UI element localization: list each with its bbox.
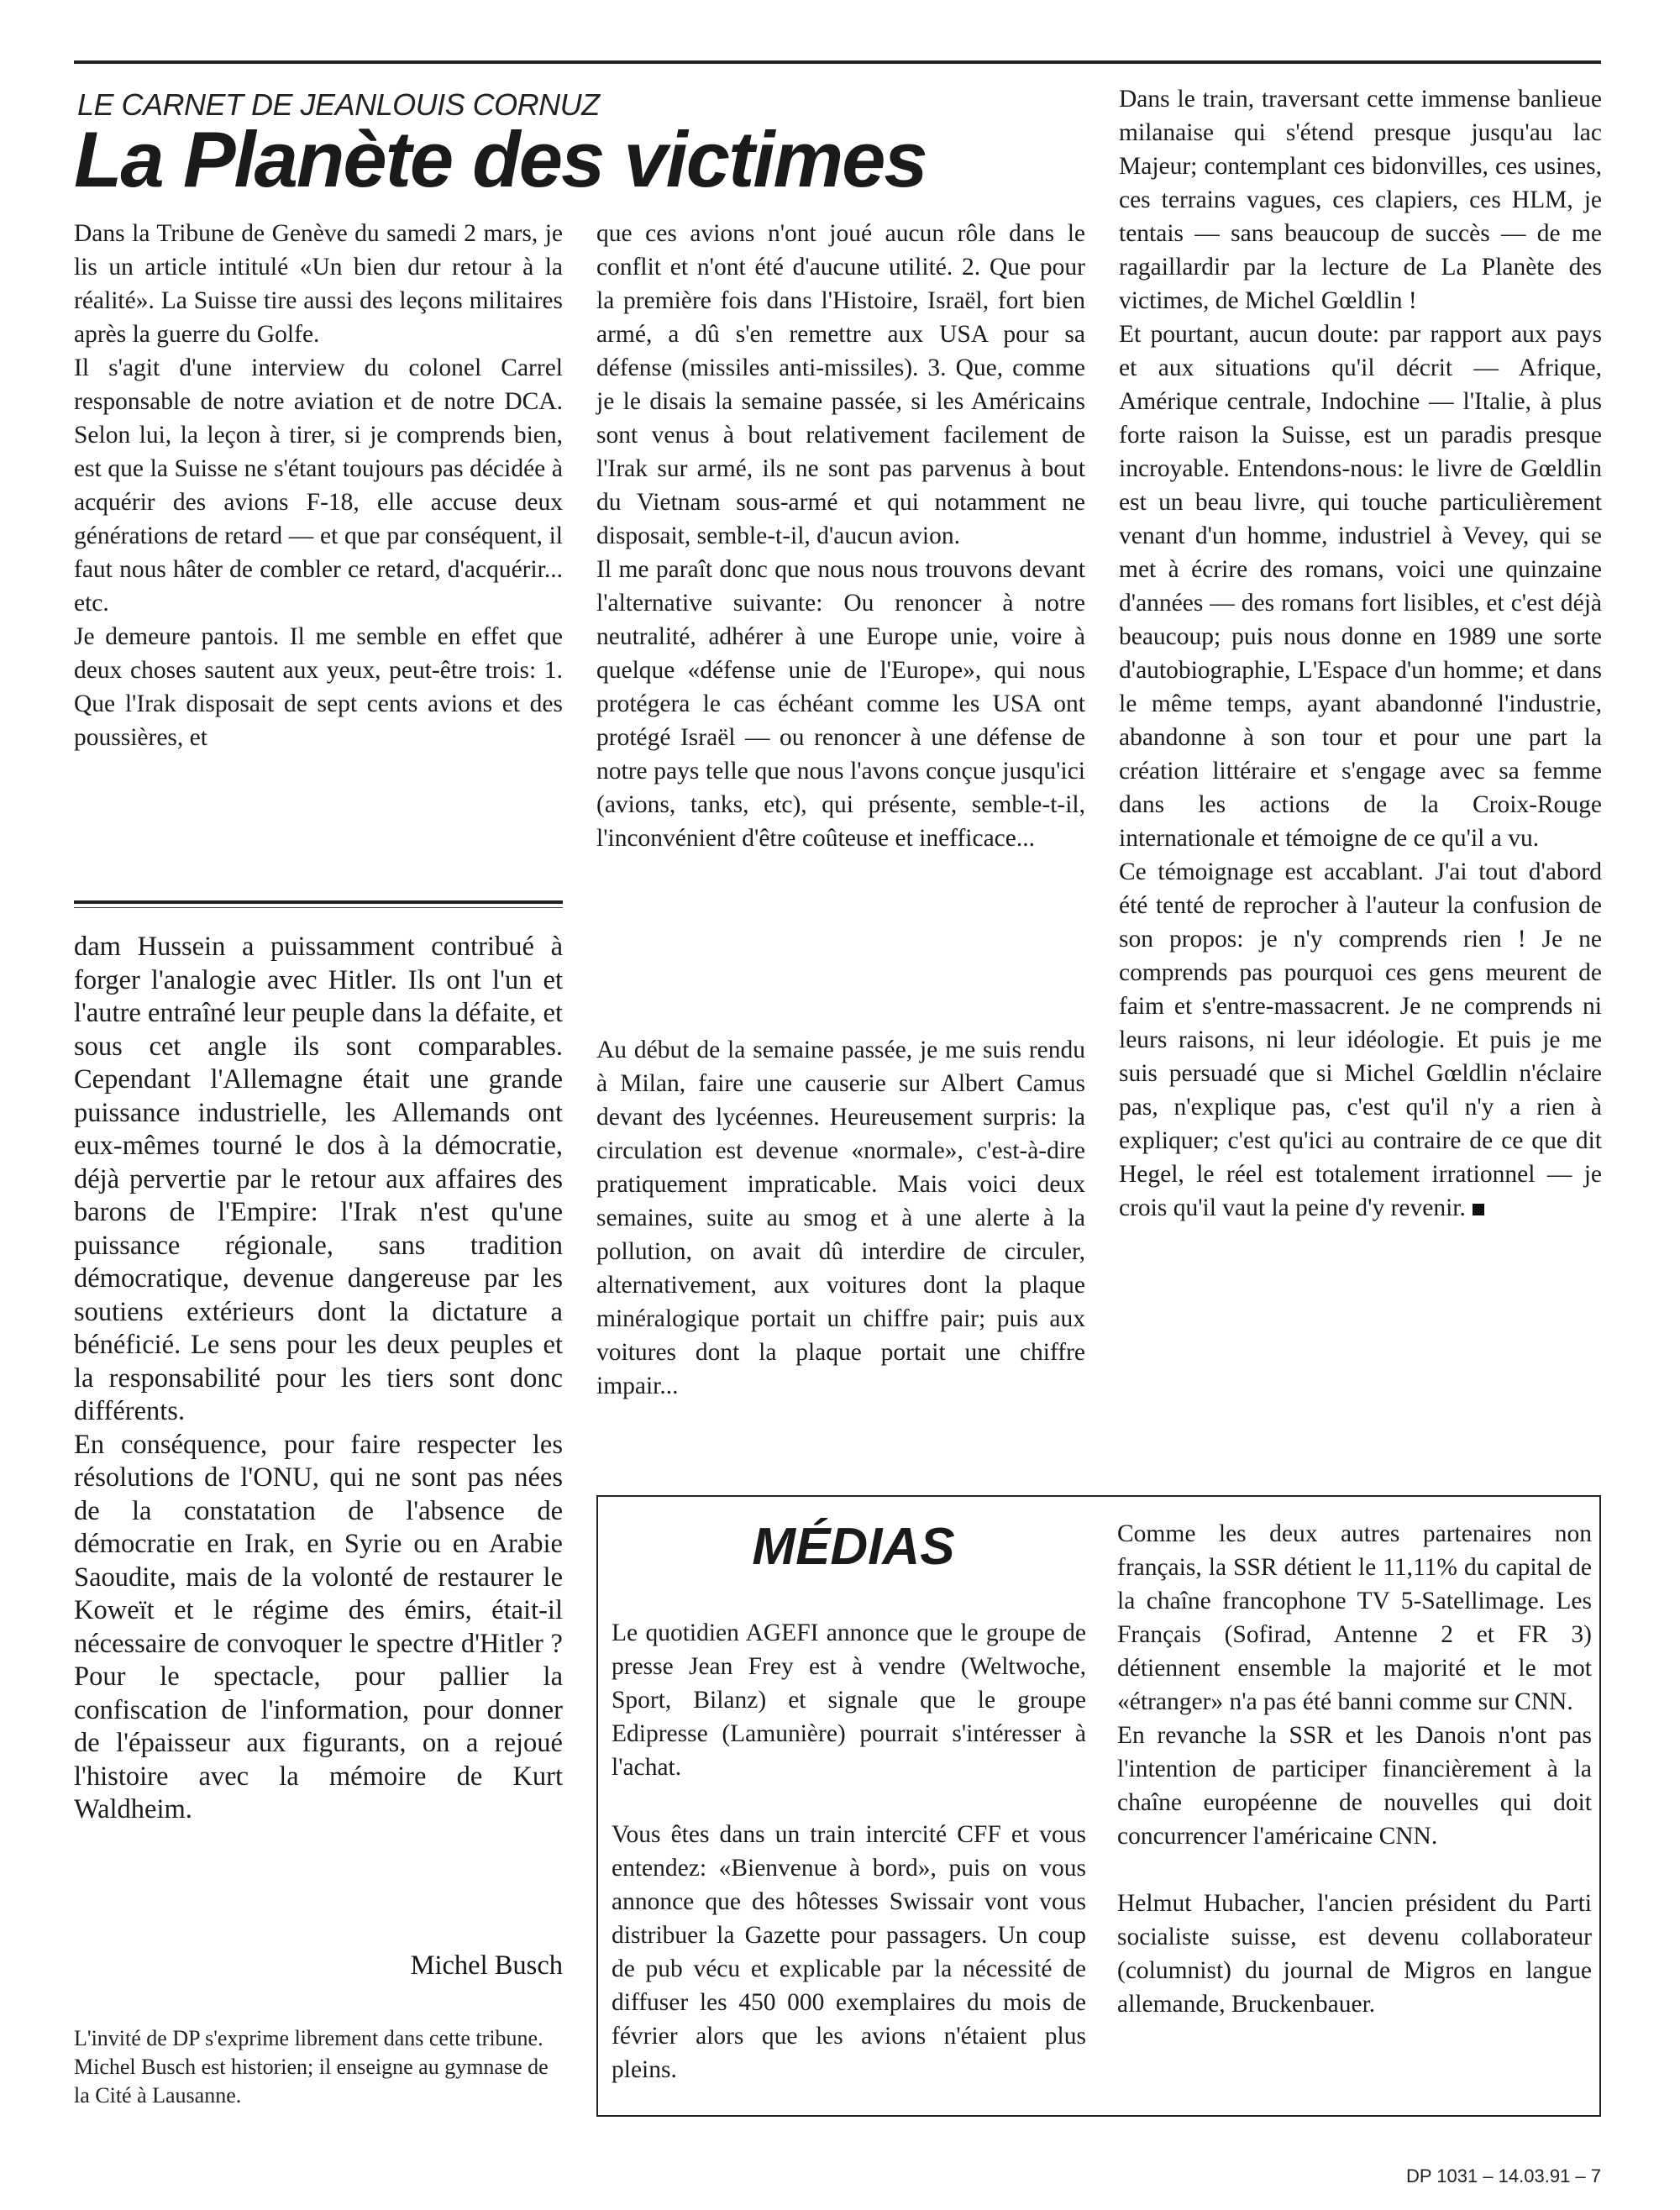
cornuz-column-3 bbox=[1119, 82, 1602, 1225]
section-divider-thin bbox=[74, 907, 563, 908]
page-footer: DP 1031 – 14.03.91 – 7 bbox=[1405, 2165, 1601, 2186]
paragraph: Il s'agit d'une interview du colonel Carrel responsable de notre aviation et de notre DCA. Selon lui, la leçon à tirer, si je comprends bien, est que la Suisse ne s'étant toujours pas décidée à acquérir des avions F-18, elle accuse deux générations de retard — et que par conséquent, il faut nous hâter de combler ce retard, d'acquérir... etc. bbox=[74, 354, 563, 617]
paragraph: Le quotidien AGEFI annonce que le groupe de presse Jean Frey est à vendre (Weltwoche, Sport, Bilanz) et signale que le groupe Edipresse (Lamunière) pourrait s'intéresser à l'achat. bbox=[612, 1619, 1086, 1781]
cornuz-column-2-continued bbox=[596, 1033, 1085, 1403]
medias-column-1 bbox=[612, 1616, 1086, 2087]
column-kicker: LE CARNET DE JEANLOUIS CORNUZ bbox=[77, 87, 600, 122]
paragraph: Vous êtes dans un train intercité CFF et vous entendez: «Bienvenue à bord», puis on vous annonce que des hôtesses Swissair vont vous distribuer la Gazette pour passagers. Un coup de pub vécu et explicable par la nécessité de diffuser les 450 000 exemplaires du mois de février alors que les avions n'étaient plus pleins. bbox=[612, 1821, 1086, 2083]
cornuz-column-2 bbox=[596, 217, 1085, 855]
end-mark-icon bbox=[1473, 1204, 1484, 1215]
paragraph: que ces avions n'ont joué aucun rôle dans le conflit et n'ont été d'aucune utilité. 2. Que pour la première fois dans l'Histoire, Israël, fort bien armé, a dû s'en remettre aux USA pour sa défense (missiles anti-missiles). 3. Que, comme je le disais la semaine passée, si les Américains sont venus à bout relativement facilement de l'Irak sur armé, ils ne sont pas parvenus à bout du Vietnam sous-armé et qui notamment ne disposait, semble-t-il, d'aucun avion. bbox=[596, 220, 1085, 549]
paragraph: Et pourtant, aucun doute: par rapport aux pays et aux situations qu'il décrit — Afrique, Amérique centrale, Indochine — l'Italie, à plus forte raison la Suisse, est un paradis presque incroyable. Entendons-nous: le livre de Gœldlin est un beau livre, qui touche particulièrement venant d'un homme, industriel à Vevey, qui se met à écrire des romans, voici une quinzaine d'années — des romans fort lisibles, et c'est déjà beaucoup; puis nous donne en 1989 une sorte d'autobiographie, L'Espace d'un homme; et dans le même temps, ayant abandonné l'industrie, abandonne à son tour et pour une part la création littéraire et s'engage avec sa femme dans les actions de la Croix-Rouge internationale et témoigne de ce qu'il a vu. bbox=[1119, 321, 1602, 852]
paragraph: Helmut Hubacher, l'ancien président du Parti socialiste suisse, est devenu collaborateur (columnist) du journal de Migros en langue allemande, Bruckenbauer. bbox=[1117, 1890, 1592, 2018]
article-headline: La Planète des victimes bbox=[74, 115, 927, 203]
paragraph-text: Ce témoignage est accablant. J'ai tout d'abord été tenté de reprocher à l'auteur la confusion de son propos: je n'y comprends rien ! Je ne comprends pas pourquoi ces gens meurent de faim et s'entre-massacrent. Je ne comprends ni leurs raisons, ni leur idéologie. Et puis je me suis persuadé que si Michel Gœldlin n'éclaire pas, n'explique pas, c'est qu'il n'y a rien à expliquer; c'est qu'ici au contraire de ce que dit Hegel, le réel est totalement irrationnel — je crois qu'il vaut la peine d'y revenir. bbox=[1119, 858, 1602, 1221]
medias-title: MÉDIAS bbox=[752, 1518, 955, 1576]
paragraph: Dans le train, traversant cette immense banlieue milanaise qui s'étend presque jusqu'au lac Majeur; contemplant ces bidonvilles, ces usines, ces terrains vagues, ces clapiers, ces HLM, je tentais — sans beaucoup de succès — de me ragaillardir par la lecture de La Planète des victimes, de Michel Gœldlin ! bbox=[1119, 86, 1602, 314]
top-rule bbox=[74, 60, 1601, 64]
paragraph: Il me paraît donc que nous nous trouvons devant l'alternative suivante: Ou renoncer à notre neutralité, adhérer à une Europe unie, voire à quelque «défense unie de l'Europe», qui nous protégera le cas échéant comme les USA ont protégé Israël — ou renoncer à une défense de notre pays telle que nous l'avons conçue jusqu'ici (avions, tanks, etc), qui présente, semble-t-il, l'inconvénient d'être coûteuse et inefficace... bbox=[596, 556, 1085, 852]
paragraph bbox=[1119, 855, 1602, 1225]
paragraph: En revanche la SSR et les Danois n'ont pas l'intention de participer financièrement à la chaîne européenne de nouvelles qui doit concurrencer l'américaine CNN. bbox=[1117, 1722, 1592, 1850]
busch-tribune bbox=[74, 931, 563, 1827]
paragraph: Au début de la semaine passée, je me suis rendu à Milan, faire une causerie sur Albert Camus devant des lycéennes. Heureusement surpris: la circulation est devenue «normale», c'est-à-dire pratiquement impraticable. Mais voici deux semaines, suite au smog et à une alerte à la pollution, on avait dû interdire de circuler, alternativement, aux voitures dont la plaque minéralogique portait un chiffre pair; puis aux voitures dont la plaque portait une chiffre impair... bbox=[596, 1037, 1085, 1399]
paragraph: Dans la Tribune de Genève du samedi 2 mars, je lis un article intitulé «Un bien dur retour à la réalité». La Suisse tire aussi des leçons militaires après la guerre du Golfe. bbox=[74, 220, 563, 348]
paragraph: En conséquence, pour faire respecter les résolutions de l'ONU, qui ne sont pas nées de la constatation de l'absence de démocratie en Irak, en Syrie ou en Arabie Saoudite, mais de la volonté de restaurer le Koweït et le régime des émirs, était-il nécessaire de convoquer le spectre d'Hitler ? Pour le spectacle, pour pallier la confiscation de l'information, pour donner de l'épaisseur aux figurants, on a rejoué l'histoire avec la mémoire de Kurt Waldheim. bbox=[74, 1429, 563, 1824]
author-signature: Michel Busch bbox=[410, 1950, 563, 1981]
author-note: L'invité de DP s'exprime librement dans cette tribune. Michel Busch est historien; il enseigne au gymnase de la Cité à Lausanne. bbox=[74, 2026, 549, 2108]
paragraph: dam Hussein a puissamment contribué à forger l'analogie avec Hitler. Ils ont l'un et l'autre entraîné leur peuple dans la défaite, et sous cet angle ils sont comparables. Cependant l'Allemagne était une grande puissance industrielle, les Allemands ont eux-mêmes tourné le dos à la démocratie, déjà pervertie par le retour aux affaires des barons de l'Empire: l'Irak n'est qu'une puissance régionale, sans tradition démocratique, devenue dangereuse par les soutiens extérieurs dont la dictature a bénéficié. Le sens pour les deux peuples et la responsabilité pour les tiers sont donc différents. bbox=[74, 932, 563, 1426]
cornuz-column-1 bbox=[74, 217, 563, 754]
section-divider bbox=[74, 900, 563, 904]
paragraph: Comme les deux autres partenaires non français, la SSR détient le 11,11% du capital de la chaîne francophone TV 5-Satellimage. Les Français (Sofirad, Antenne 2 et FR 3) détiennent ensemble la majorité et le mot «étranger» n'a pas été banni comme sur CNN. bbox=[1117, 1520, 1592, 1715]
medias-column-2 bbox=[1117, 1517, 1592, 2021]
paragraph: Je demeure pantois. Il me semble en effet que deux choses sautent aux yeux, peut-être trois: 1. Que l'Irak disposait de sept cents avions et des poussières, et bbox=[74, 623, 563, 751]
